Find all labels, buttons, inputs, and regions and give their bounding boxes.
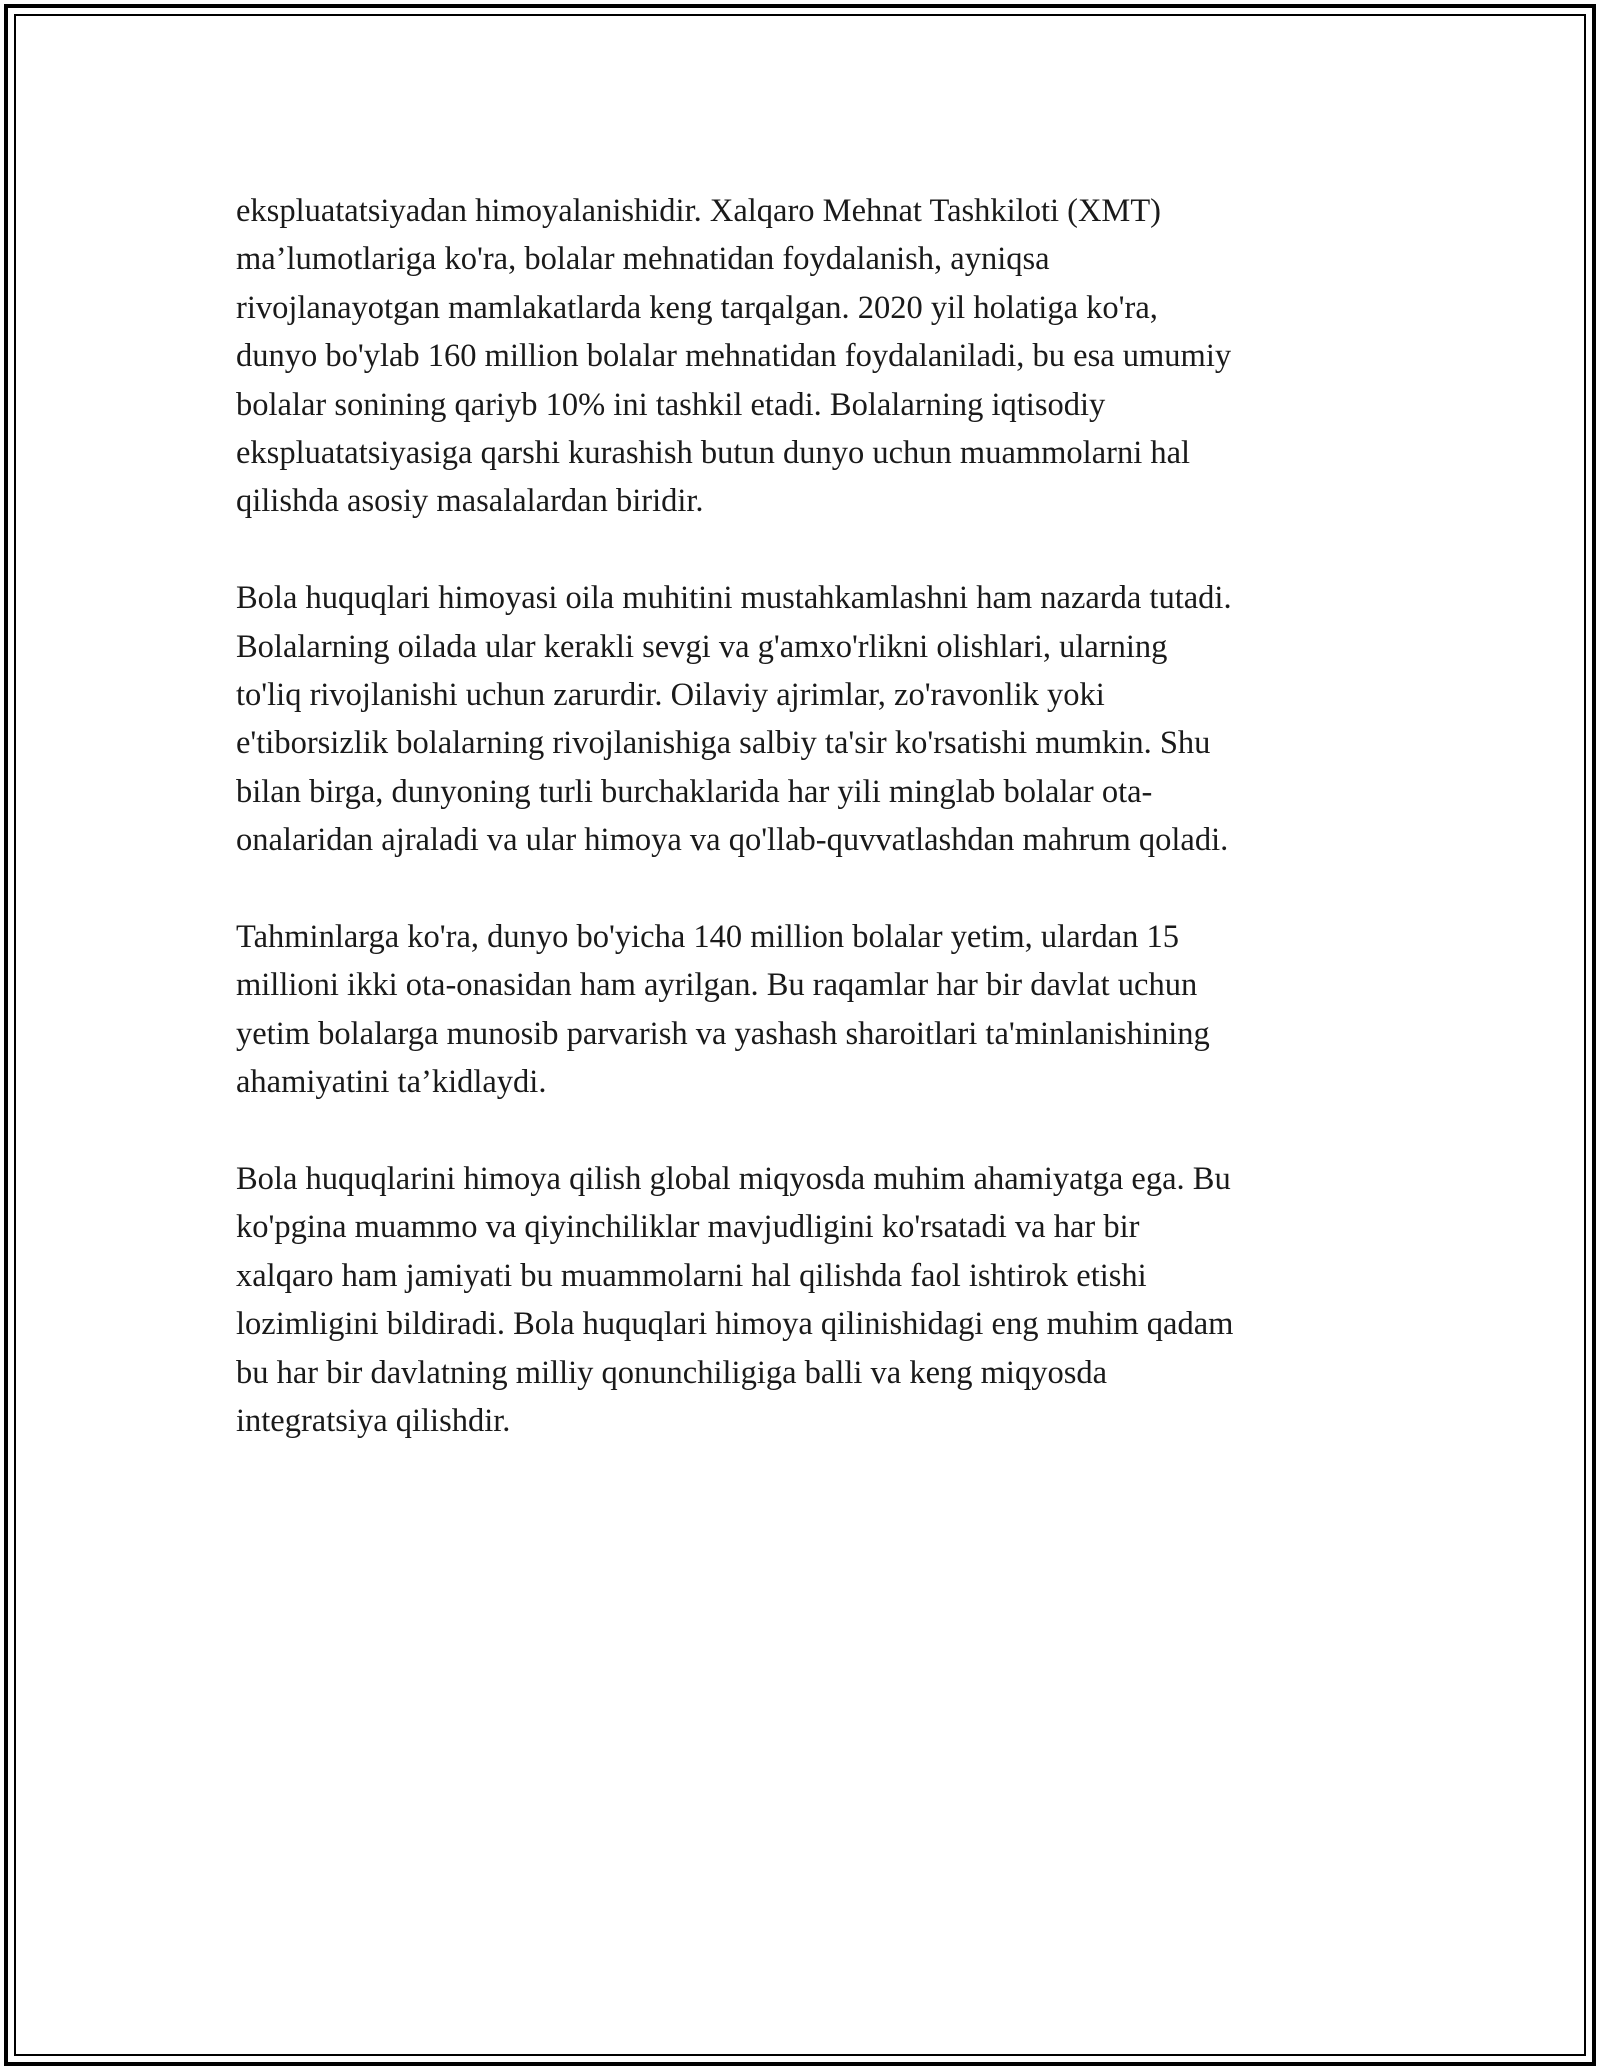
text-line: e'tiborsizlik bolalarning rivojlanishiga salbiy ta'sir ko'rsatishi mumkin. Shu <box>236 725 1211 762</box>
text-line: millioni ikki ota-onasidan ham ayrilgan. Bu raqamlar har bir davlat uchun <box>236 967 1198 1004</box>
text-line: integratsiya qilishdir. <box>236 1403 511 1440</box>
text-line: ko'pgina muammo va qiyinchiliklar mavjudligini ko'rsatadi va har bir <box>236 1209 1140 1246</box>
text-line: lozimligini bildiradi. Bola huquqlari himoya qilinishidagi eng muhim qadam <box>236 1306 1234 1343</box>
text-line: ma’lumotlariga ko'ra, bolalar mehnatidan foydalanish, ayniqsa <box>236 241 1050 278</box>
paragraph-1 <box>236 187 1376 526</box>
text-line: Bolalarning oilada ular kerakli sevgi va g'amxo'rlikni olishlari, ularning <box>236 628 1168 665</box>
text-line: Bola huquqlarini himoya qilish global miqyosda muhim ahamiyatga ega. Bu <box>236 1161 1231 1198</box>
text-line: Bola huquqlari himoyasi oila muhitini mustahkamlashni ham nazarda tutadi. <box>236 580 1232 617</box>
text-line: rivojlanayotgan mamlakatlarda keng tarqalgan. 2020 yil holatiga ko'ra, <box>236 289 1158 326</box>
text-line: bolalar sonining qariyb 10% ini tashkil etadi. Bolalarning iqtisodiy <box>236 386 1106 423</box>
document-body <box>236 187 1376 1494</box>
text-line: ahamiyatini ta’kidlaydi. <box>236 1064 547 1101</box>
paragraph-4 <box>236 1155 1376 1445</box>
text-line: Tahminlarga ko'ra, dunyo bo'yicha 140 million bolalar yetim, ulardan 15 <box>236 919 1179 956</box>
text-line: dunyo bo'ylab 160 million bolalar mehnatidan foydalaniladi, bu esa umumiy <box>236 338 1232 375</box>
text-line: xalqaro ham jamiyati bu muammolarni hal qilishda faol ishtirok etishi <box>236 1257 1147 1294</box>
text-line: to'liq rivojlanishi uchun zarurdir. Oilaviy ajrimlar, zo'ravonlik yoki <box>236 677 1105 714</box>
text-line: onalaridan ajraladi va ular himoya va qo'llab-quvvatlashdan mahrum qoladi. <box>236 822 1229 859</box>
paragraph-2 <box>236 574 1376 864</box>
text-line: yetim bolalarga munosib parvarish va yashash sharoitlari ta'minlanishining <box>236 1015 1210 1052</box>
text-line: ekspluatatsiyasiga qarshi kurashish butun dunyo uchun muammolarni hal <box>236 435 1191 472</box>
paragraph-3 <box>236 913 1376 1107</box>
text-line: bilan birga, dunyoning turli burchaklarida har yili minglab bolalar ota- <box>236 773 1153 810</box>
text-line: ekspluatatsiyadan himoyalanishidir. Xalqaro Mehnat Tashkiloti (XMT) <box>236 193 1161 229</box>
text-line: qilishda asosiy masalalardan biridir. <box>236 483 704 520</box>
text-line: bu har bir davlatning milliy qonunchiligiga balli va keng miqyosda <box>236 1354 1108 1391</box>
